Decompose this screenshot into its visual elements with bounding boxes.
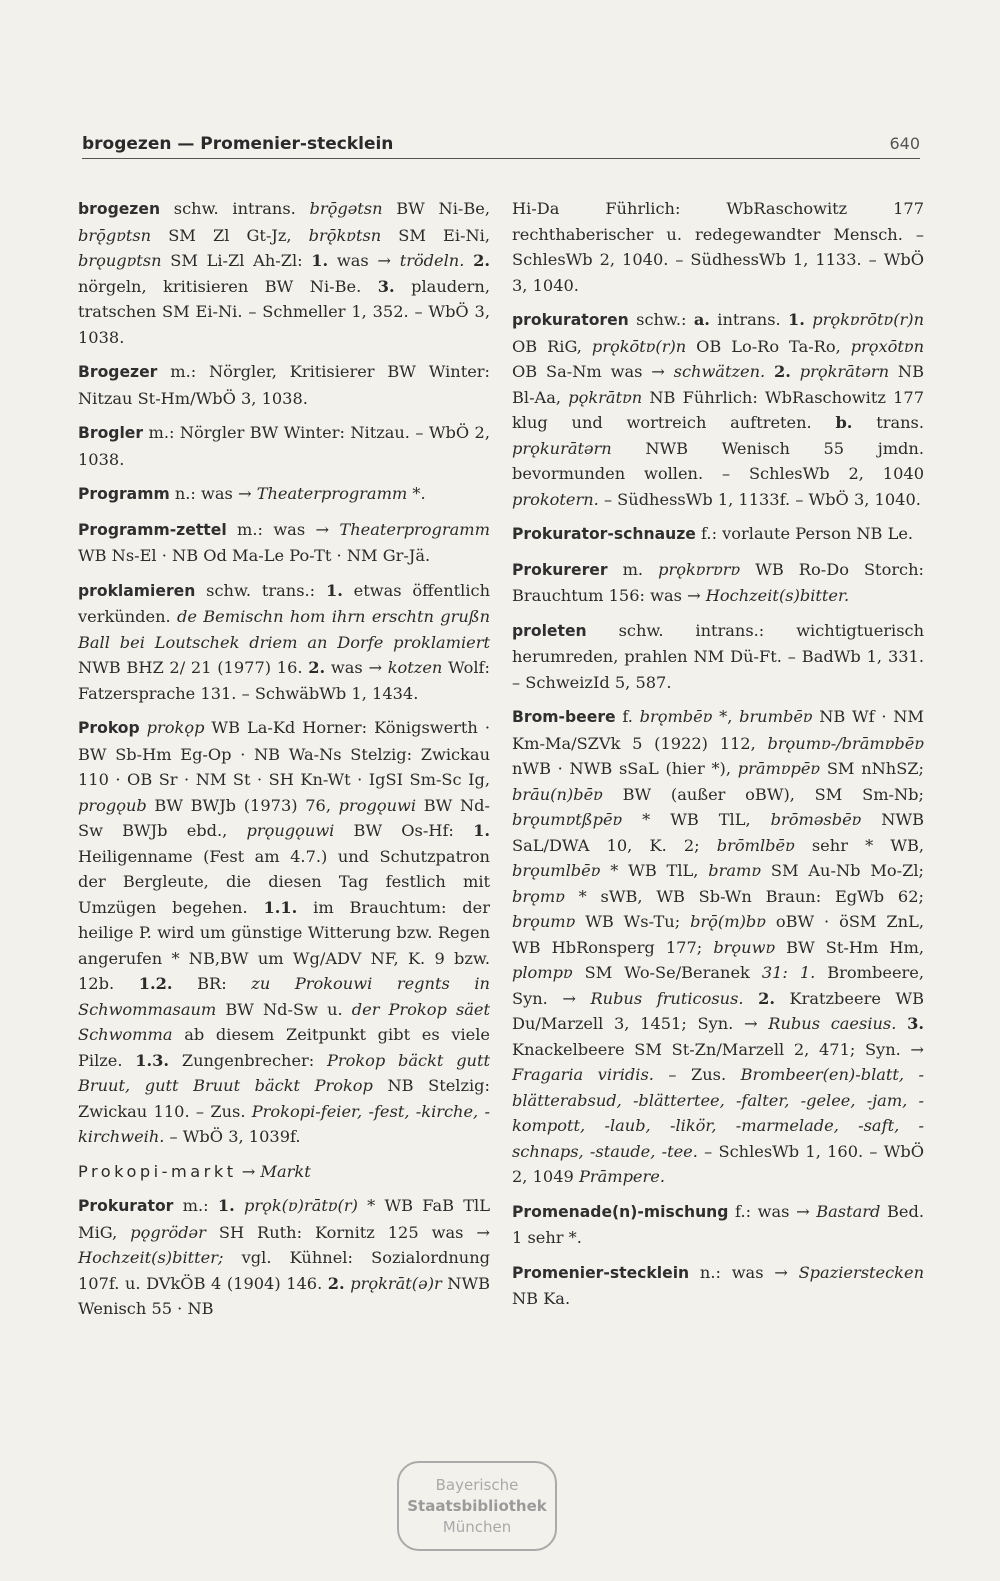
entry-text: Fragaria viridis. — [512, 1065, 654, 1084]
stamp-line-3: München — [442, 1517, 512, 1536]
entry-text: NWB SaL/DWA 10, K. 2; — [512, 810, 924, 855]
entry-text: BW Nd-Sw u. — [216, 999, 352, 1019]
entry-text: im Brauchtum: der heilige P. wird um günstige Witterung bzw. Regen angerufen * NB,BW um Wg/ADV NF, K. 9 bzw. 12b. — [78, 897, 490, 993]
entry-text: prokǫp — [146, 718, 205, 737]
entry-text: NB Wf · NM Km-Ma/SZVk 5 (1922) 112, — [512, 707, 924, 753]
entry-text — [896, 1014, 907, 1033]
running-head: brogezen — Promenier-stecklein — [82, 134, 394, 154]
entry-text: nWB · NWB sSaL (hier *), — [512, 759, 738, 778]
dictionary-entry — [78, 715, 490, 1150]
dictionary-entry — [78, 517, 490, 569]
entry-text — [464, 251, 473, 270]
entry-text: 1. — [788, 310, 805, 329]
entry-text — [235, 1196, 244, 1215]
entry-text: Zungenbrecher: — [169, 1050, 327, 1070]
entry-text: progǫub — [78, 795, 147, 815]
entry-text: BR: — [172, 974, 252, 993]
entry-text: Rubus fruticosus. — [590, 988, 744, 1008]
entry-text — [765, 362, 774, 381]
entry-text: NWB BHZ 2/ 21 (1977) 16. — [78, 658, 309, 677]
entry-headword: Brogler — [78, 424, 144, 442]
entry-headword: prokuratoren — [512, 311, 629, 329]
entry-text: brǫuwɐ — [713, 937, 776, 957]
entry-text: * sWB, WB Sb-Wn Braun: EgWb 62; — [564, 886, 924, 906]
entry-text: SM Wo-Se/Beranek — [572, 963, 762, 982]
entry-text: progǫuwi — [338, 795, 417, 815]
entry-headword: Promenier-stecklein — [512, 1263, 690, 1282]
entry-text: brǭkɐtsn — [308, 225, 382, 245]
entry-text: Markt — [260, 1161, 311, 1181]
entry-text: brǫmbēɐ — [639, 707, 713, 726]
entry-headword: Brom-beere — [512, 708, 616, 726]
entry-text: prǫkurātərn — [512, 438, 612, 458]
entry-text: WB Ro-Do Storch: Brauchtum 156: was → — [512, 559, 924, 605]
entry-text: schw. trans.: — [195, 580, 326, 600]
entry-text: vgl. Kühnel: Sozialordnung 107f. u. DVkÖB 4 (1904) 146. — [78, 1248, 490, 1293]
dictionary-entry — [512, 307, 924, 512]
page-header — [82, 134, 920, 159]
entry-text: prǫkɐrōtɐ(r)n — [812, 310, 924, 329]
entry-text: nörgeln, kritisieren BW Ni-Be. — [78, 276, 378, 296]
entry-text: was → — [328, 251, 400, 270]
entry-text: NB Stelzig: Zwickau 110. – Zus. — [78, 1076, 490, 1121]
entry-text: BW Ni-Be, — [382, 199, 490, 218]
page-number: 640 — [889, 134, 920, 153]
entry-text: Knackelbeere SM St-Zn/Marzell 2, 471; Syn. → — [512, 1039, 924, 1059]
entry-headword: Prokop — [78, 719, 140, 737]
entry-text: etwas öffentlich verkünden. — [78, 580, 490, 626]
entry-headword: Promenade(n)-mischung — [512, 1202, 729, 1221]
entry-text: * WB TlL, — [600, 861, 709, 880]
entry-text: SM Zl Gt-Jz, — [151, 225, 309, 245]
entry-text: pǫgrödər — [130, 1222, 206, 1242]
entry-text: m. — [607, 559, 659, 579]
entry-text: brǫumlbēɐ — [512, 861, 601, 880]
entry-text: Spazierstecken — [798, 1262, 924, 1282]
entry-text: m.: was → — [226, 519, 340, 539]
entry-text: b. — [835, 413, 853, 432]
entry-text: BW BWJb (1973) 76, — [146, 795, 339, 815]
entry-headword: Prokurerer — [512, 560, 608, 579]
entry-text: Heiligenname (Fest am 4.7.) und Schutzpatron der Bergleute, die diesen Tag festlich mit Umzügen begehen. — [78, 846, 490, 917]
entry-text: m.: Nörgler, Kritisierer BW Winter: Nitzau St-Hm/WbÖ 3, 1038. — [78, 362, 490, 408]
entry-text — [791, 362, 800, 381]
entry-headword: Prokurator — [78, 1197, 174, 1215]
dictionary-entry — [78, 1159, 490, 1185]
entry-text: 1.2. — [138, 974, 173, 993]
entry-text: Bastard — [816, 1201, 881, 1221]
entry-text: Wolf: Fatzersprache 131. – SchwäbWb 1, 1434. — [78, 658, 490, 703]
entry-text — [140, 718, 147, 737]
entry-text: → — [236, 1161, 261, 1181]
entry-text: brǭgɐtsn — [78, 225, 152, 245]
entry-text: 2. — [774, 362, 791, 381]
entry-headword: Brogezer — [78, 363, 158, 381]
dictionary-entry — [78, 1193, 490, 1322]
entry-text: Theaterprogramm — [339, 519, 490, 539]
entry-text: 1.1. — [263, 897, 298, 917]
entry-headword: proleten — [512, 621, 587, 640]
entry-text: trans. — [852, 413, 925, 432]
entry-text: NB Ka. — [512, 1289, 571, 1308]
entry-text: oBW · öSM ZnL, WB HbRonsperg 177; — [512, 912, 924, 957]
entry-headword: Prokurator-schnauze — [512, 525, 696, 543]
entry-text: NWB Wenisch 55 jmdn. bevormunden wollen. – SchlesWb 2, 1040 — [512, 438, 924, 483]
entry-text: 2. — [308, 658, 326, 677]
entry-text: 1. — [473, 821, 490, 840]
entry-text: f.: was → — [728, 1201, 817, 1221]
entry-text: prǫk(ɐ)rātɐ(r) — [244, 1196, 358, 1215]
entry-headword: brogezen — [78, 200, 161, 218]
entry-text: Hochzeit(s)bitter. — [705, 586, 850, 605]
entry-text: SM Li-Zl Ah-Zl: — [161, 251, 312, 270]
entry-text: WB La-Kd Horner: Königswerth · BW Sb-Hm Eg-Op · NB Wa-Ns Stelzig: Zwickau 110 · OB Sr · NM St · SH Kn-Wt · IgSI Sm-Sc Ig, — [78, 718, 490, 789]
entry-text: prǫxōtɐn — [850, 336, 924, 356]
entry-text: pǫkrātɐn — [568, 387, 643, 407]
dictionary-entry — [512, 704, 924, 1190]
entry-text: prokotern. — [512, 489, 599, 509]
right-column — [512, 196, 924, 1321]
entry-text: plompɐ — [512, 963, 573, 982]
entry-text: bramɐ — [708, 861, 762, 880]
entry-text: brumbēɐ — [739, 707, 813, 726]
entry-text: was → — [325, 658, 388, 677]
entry-text: prǫugǫuwi — [246, 821, 335, 840]
entry-text: NB Führlich: WbRaschowitz 177 klug und wortreich auftreten. — [512, 387, 924, 432]
dictionary-entry — [512, 618, 924, 696]
entry-text: kotzen — [387, 658, 443, 677]
dictionary-entry — [78, 420, 490, 472]
entry-text: NWB Wenisch 55 · NB — [78, 1273, 490, 1318]
entry-text: BW (außer oBW), SM Sm-Nb; — [602, 784, 924, 804]
entry-text: * WB TlL, — [622, 810, 771, 829]
dictionary-entry — [78, 578, 490, 707]
entry-text: OB RiG, — [512, 336, 592, 356]
entry-text: Kratzbeere WB Du/Marzell 3, 1451; Syn. → — [512, 988, 924, 1033]
entry-text: SH Ruth: Kornitz 125 was → — [205, 1222, 490, 1242]
entry-text: SM Au-Nb Mo-Zl; — [761, 861, 924, 880]
entry-text — [744, 989, 759, 1008]
dictionary-entry — [512, 1199, 924, 1251]
entry-text: 1. — [311, 251, 329, 270]
entry-text: f. — [615, 707, 640, 726]
dictionary-entry — [512, 1260, 924, 1312]
entry-text: n.: was → — [689, 1262, 799, 1282]
entry-text: der Prokop säet Schwomma — [78, 999, 490, 1044]
entry-text: 1. — [325, 580, 343, 600]
entry-text: ab diesem Zeitpunkt gibt es viele Pilze. — [78, 1025, 490, 1070]
entry-text: 1.3. — [135, 1050, 170, 1070]
entry-text: – SüdhessWb 1, 1133f. – WbÖ 3, 1040. — [598, 489, 921, 509]
entry-text: trödeln. — [399, 251, 465, 270]
entry-text: SM nNhSZ; — [820, 759, 925, 778]
entry-text: brǫumɐtßpēɐ — [512, 810, 623, 829]
entry-text: 2. — [473, 251, 490, 270]
entry-text: 2. — [758, 988, 775, 1008]
library-stamp — [397, 1461, 557, 1551]
entry-text: 2. — [327, 1273, 345, 1293]
entry-text: sehr * WB, — [794, 835, 924, 855]
entry-text: Bed. 1 sehr *. — [512, 1201, 924, 1247]
entry-text: Prokopi-feier, -fest, -kirche, -kirchweih. — [78, 1101, 490, 1146]
entry-text: – SchlesWb 1, 160. – WbÖ 2, 1049 — [512, 1141, 924, 1186]
entry-text: n.: was → — [169, 484, 257, 503]
entry-text: Prāmpere. — [578, 1167, 665, 1186]
entry-text: prǫkōtɐ(r)n — [591, 336, 687, 356]
entry-text: brǭgətsn — [309, 199, 383, 218]
entry-text: schwätzen. — [673, 362, 766, 381]
entry-text: Theaterprogramm *. — [256, 484, 426, 503]
entry-text: prǫkrātərn — [799, 362, 890, 381]
entry-headword: Programm-zettel — [78, 520, 227, 539]
entry-text: WB Ns-El · NB Od Ma-Le Po-Tt · NM Gr-Jä. — [78, 546, 431, 565]
entry-text: schw. intrans. — [160, 199, 310, 218]
entry-text: WB Ws-Tu; — [575, 912, 691, 931]
entry-text: 3. — [377, 276, 395, 296]
entry-text: BW Nd-Sw BWJb ebd., — [78, 795, 490, 840]
entry-text: *, — [712, 707, 740, 726]
dictionary-entry — [512, 521, 924, 548]
stamp-line-1: Bayerische — [435, 1475, 519, 1494]
dictionary-entry — [512, 557, 924, 609]
entry-text: brǫumɐ — [512, 912, 576, 931]
entry-headword: proklamieren — [78, 581, 196, 600]
entry-text: intrans. — [709, 310, 788, 329]
entry-text: zu Prokouwi regnts in Schwommasaum — [78, 974, 490, 1019]
entry-text: OB Lo-Ro Ta-Ro, — [686, 336, 851, 356]
entry-text: Brombeere, Syn. → — [512, 963, 924, 1008]
entry-text: BW St-Hm Hm, — [775, 937, 924, 957]
entry-text: Hi-Da Führlich: WbRaschowitz 177 rechthaberischer u. redegewandter Mensch. – SchlesWb 2, 1040. – SüdhessWb 1, 1133. – WbÖ 3, 1040. — [512, 199, 924, 295]
entry-text: BW Os-Hf: — [334, 821, 474, 840]
entry-text: prāmɐpēɐ — [737, 759, 821, 778]
dictionary-entry — [78, 196, 490, 350]
entry-text: brǭ(m)bɐ — [690, 912, 766, 931]
entry-headword-spaced: Prokopi-markt — [78, 1161, 237, 1181]
dictionary-entry — [78, 359, 490, 411]
entry-text: Prokop bäckt gutt Bruut, gutt Bruut bäckt Prokop — [78, 1050, 490, 1095]
stamp-line-2: Staatsbibliothek — [407, 1496, 547, 1515]
entry-text: OB Sa-Nm was → — [512, 362, 674, 381]
entry-text: Hochzeit(s)bitter; — [78, 1248, 224, 1267]
entry-text: brǫmɐ — [512, 886, 565, 906]
dictionary-entry — [78, 481, 490, 508]
entry-text: plaudern, tratschen SM Ei-Ni. – Schmeller 1, 352. – WbÖ 3, 1038. — [78, 276, 490, 347]
entry-text: brōməsbēɐ — [770, 810, 862, 829]
entry-text: m.: Nörgler BW Winter: Nitzau. – WbÖ 2, 1038. — [78, 423, 490, 469]
entry-text: schw. intrans.: wichtigtuerisch herumreden, prahlen NM Dü-Ft. – BadWb 1, 331. – SchweizId 5, 587. — [512, 620, 924, 692]
left-column — [78, 196, 490, 1331]
entry-text: 1. — [217, 1196, 235, 1215]
entry-text: Rubus caesius. — [768, 1014, 897, 1033]
entry-text: prǫkɐrɐrɐ — [658, 559, 741, 579]
entry-text: de Bemischn hom ihrn erschtn grußn Ball bei Loutschek driem an Dorfe proklamiert — [78, 607, 490, 652]
entry-text: – WbÖ 3, 1039f. — [164, 1127, 301, 1146]
entry-text: m.: — [173, 1196, 218, 1215]
entry-text: 31: 1. — [761, 963, 816, 982]
entry-text: a. — [693, 310, 710, 329]
entry-text: brōmlbēɐ — [716, 835, 795, 855]
entry-text: Brombeer(en)-blatt, -blätterabsud, -blättertee, -falter, -gelee, -jam, -kompott, -laub, -likör, -marmelade, -saft, -schnaps, -staude, -tee. — [512, 1065, 925, 1161]
entry-headword: Programm — [78, 485, 170, 503]
entry-text: brāu(n)bēɐ — [512, 784, 603, 804]
entry-text: 3. — [907, 1014, 924, 1033]
entry-text: NB Bl-Aa, — [512, 362, 924, 407]
entry-text: brǫugɐtsn — [78, 251, 162, 270]
dictionary-entry — [512, 196, 924, 298]
entry-text: prǫkrāt(ə)r — [350, 1273, 442, 1293]
entry-text: f.: vorlaute Person NB Le. — [695, 524, 914, 543]
entry-text: SM Ei-Ni, — [381, 225, 491, 245]
entry-text: schw.: — [628, 310, 694, 329]
entry-text: * WB FaB TlL MiG, — [78, 1196, 490, 1242]
entry-text: brǫumɐ-/brāmɐbēɐ — [767, 733, 924, 753]
entry-text: – Zus. — [653, 1065, 741, 1084]
